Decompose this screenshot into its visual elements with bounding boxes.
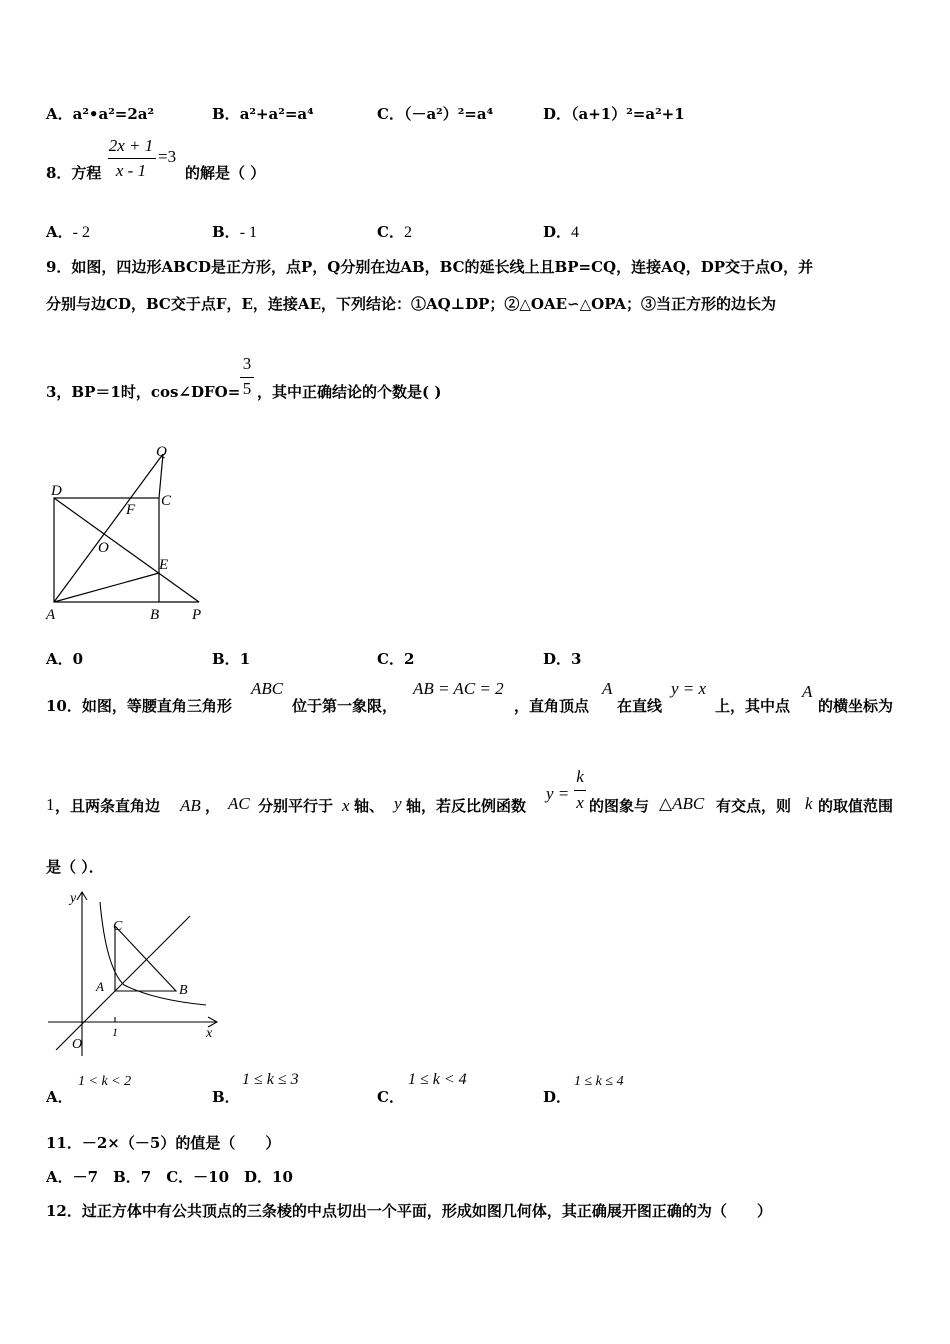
q11-options: A．－7 B．7 C．－10 D．10 (46, 1168, 293, 1186)
q10-m-ac: AC (228, 794, 250, 813)
q9-label-q: Q (156, 444, 167, 460)
q8-stem: 8．方程 (46, 164, 102, 182)
q10-label-o: O (72, 1037, 83, 1052)
q12-question: 12．过正方体中有公共顶点的三条棱的中点切出一个平面，形成如图几何体，其正确展开图正确的为（ ） (46, 1202, 772, 1220)
q9-frac-num: 3 (242, 354, 252, 373)
q8-frac-num: 2x + 1 (108, 136, 154, 155)
q10-frac-line (574, 790, 586, 791)
q9-line-3-pre: 3，BP＝1时，cos∠DFO= (46, 383, 241, 401)
q10-frac-den: x (576, 793, 584, 812)
q9-option-c: C．2 (377, 650, 415, 668)
q10-m-a2: A (802, 682, 813, 701)
q9-frac-line (240, 377, 254, 378)
q10-option-d-letter: D． (543, 1088, 572, 1106)
q10-option-a: 1 < k < 2 (78, 1074, 132, 1089)
q10-l2-2: ，且两条直角边 (55, 797, 161, 815)
q9-label-f: F (126, 502, 136, 518)
q10-l2-5: 轴、 (354, 797, 385, 815)
q8-option-c: C．2 (377, 223, 412, 241)
q9-line-cq (159, 454, 163, 498)
q10-m-ab: AB (180, 796, 201, 815)
q9-label-a: A (46, 607, 56, 623)
q10-p1: 10．如图，等腰直角三角形 (46, 697, 232, 715)
q10-p5: 上，其中点 (715, 697, 791, 715)
q10-l2-7: 的图象与 (589, 797, 650, 815)
q10-option-b-letter: B． (212, 1088, 240, 1106)
q10-l2-8: 有交点，则 (716, 797, 792, 815)
q10-label-x: x (206, 1026, 213, 1041)
q9-line-1: 9．如图，四边形ABCD是正方形，点P，Q分别在边AB，BC的延长线上且BP=CQ，连接AQ，DP交于点O，并 (46, 258, 814, 276)
q10-figure (44, 888, 224, 1060)
q8-eq: =3 (158, 147, 177, 166)
q9-label-p: P (192, 607, 202, 623)
q8-option-b: B．- 1 (212, 223, 258, 241)
q9-figure (40, 440, 220, 630)
q7-option-d: D．（a+1）²=a²+1 (543, 105, 685, 123)
q10-line-yx (56, 916, 190, 1050)
q10-label-1: 1 (112, 1025, 118, 1039)
q10-option-c-letter: C． (377, 1088, 404, 1106)
q10-m-k: k (805, 794, 813, 813)
q10-option-b: 1 ≤ k ≤ 3 (242, 1071, 299, 1088)
q9-label-o: O (98, 540, 109, 556)
q9-line-ae (54, 573, 159, 602)
q9-label-d: D (51, 483, 62, 499)
q9-option-b: B．1 (212, 650, 251, 668)
q10-label-y: y (70, 891, 77, 906)
q9-label-b: B (150, 607, 160, 623)
q10-line-3: 是（ ）． (46, 858, 104, 876)
q10-m-abc: ABC (251, 679, 284, 698)
q9-option-d: D．3 (543, 650, 582, 668)
q10-p2: 位于第一象限， (292, 697, 398, 715)
q10-m-a: A (602, 679, 613, 698)
q10-l2-1: 1 (46, 795, 55, 814)
q10-l2-4: 分别平行于 (258, 797, 334, 815)
q10-label-a: A (96, 979, 104, 994)
q9-line-3-post: ，其中正确结论的个数是( ) (257, 383, 442, 401)
q8-suffix: 的解是（ ） (185, 164, 266, 182)
q9-label-c: C (161, 493, 172, 509)
q8-option-a: A．- 2 (46, 223, 90, 241)
q7-option-a: A．a²•a²=2a² (46, 105, 155, 123)
q10-frac-num: k (576, 767, 584, 786)
q10-label-b: B (179, 983, 188, 998)
q9-line-aq (54, 454, 163, 602)
q10-p3: ，直角顶点 (514, 697, 590, 715)
q10-option-c: 1 ≤ k < 4 (408, 1071, 467, 1088)
q10-p6: 的横坐标为 (818, 697, 894, 715)
q10-l2-6: 轴，若反比例函数 (406, 797, 527, 815)
q10-m-y: y (394, 794, 402, 813)
q10-p4: 在直线 (617, 697, 663, 715)
q10-label-c: C (113, 919, 123, 934)
q10-m-y2: y = (546, 784, 570, 803)
q9-option-a: A．0 (46, 650, 84, 668)
q10-option-a-letter: A． (46, 1088, 73, 1106)
q10-m-yx: y = x (671, 679, 707, 698)
q7-option-c: C．（－a²）²=a⁴ (377, 105, 494, 123)
q10-option-d: 1 ≤ k ≤ 4 (574, 1074, 624, 1089)
q8-frac-den: x - 1 (115, 161, 147, 180)
q10-l2-3: ， (205, 797, 221, 815)
q10-m-tri: △ABC (659, 794, 705, 813)
q9-label-e: E (159, 557, 169, 573)
q7-option-b: B．a²+a²=a⁴ (212, 105, 314, 123)
q9-frac-den: 5 (242, 379, 252, 398)
q10-m-x: x (342, 796, 350, 815)
q9-line-2: 分别与边CD，BC交于点F，E，连接AE，下列结论：①AQ⊥DP；②△OAE∽△OPA；③当正方形的边长为 (46, 295, 777, 313)
q8-option-d: D．4 (543, 223, 580, 241)
q8-frac-line (108, 158, 156, 159)
q10-m-eq: AB = AC = 2 (413, 679, 504, 698)
q10-l2-9: 的取值范围 (818, 797, 894, 815)
q11-question: 11．－2×（－5）的值是（ ） (46, 1134, 281, 1152)
